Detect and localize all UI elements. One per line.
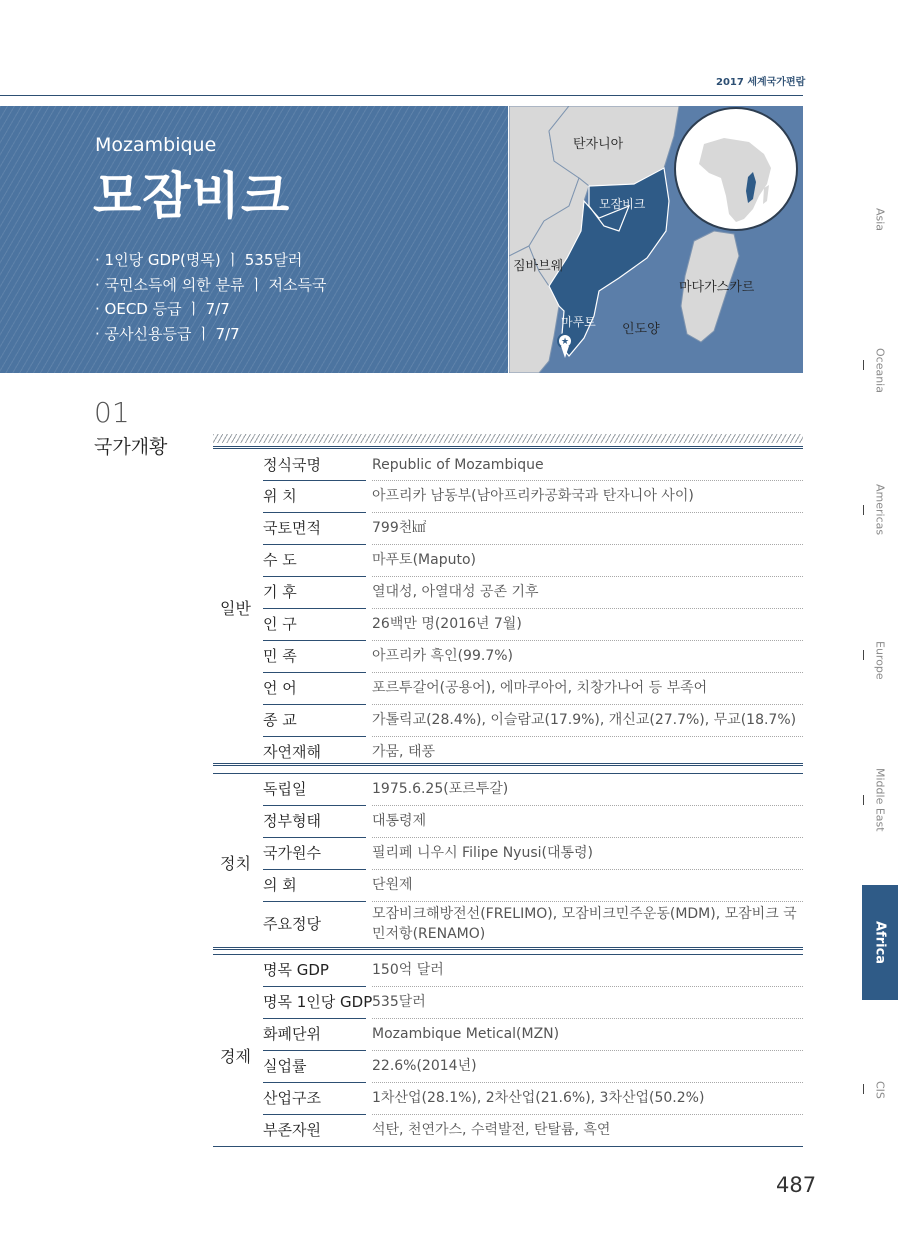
side-tab-europe[interactable] <box>862 620 898 700</box>
row-key: 자연재해 <box>263 743 321 761</box>
table-row <box>258 705 803 737</box>
row-key: 위 치 <box>263 481 366 513</box>
table-row <box>258 774 803 806</box>
row-key: 국가원수 <box>263 838 366 870</box>
row-value: 799천㎢ <box>372 513 803 545</box>
side-tab-label: Americas <box>873 484 887 536</box>
tab-tick <box>863 505 864 515</box>
table-row <box>258 577 803 609</box>
key-indicators <box>95 248 326 346</box>
table-row <box>258 673 803 705</box>
group-label-general: 일반 <box>220 599 251 618</box>
table-row <box>258 1019 803 1051</box>
row-value: Mozambique Metical(MZN) <box>372 1019 803 1051</box>
table-row <box>258 1083 803 1115</box>
row-value: 1차산업(28.1%), 2차산업(21.6%), 3차산업(50.2%) <box>372 1083 803 1115</box>
row-value: 22.6%(2014년) <box>372 1051 803 1083</box>
row-key: 주요정당 <box>263 915 321 933</box>
country-name-en: Mozambique <box>95 134 217 156</box>
side-tab-label: Europe <box>873 640 887 680</box>
table-row <box>258 838 803 870</box>
side-tab-oceania[interactable] <box>862 330 898 410</box>
table-row <box>258 450 803 481</box>
table-row <box>258 870 803 902</box>
book-title: 2017 세계국가편람 <box>716 77 806 88</box>
row-value: 535달러 <box>372 987 803 1019</box>
row-value: Republic of Mozambique <box>372 450 803 481</box>
group-top-rule <box>213 446 803 449</box>
row-key: 화폐단위 <box>263 1019 366 1051</box>
side-tab-label: Oceania <box>873 347 887 393</box>
side-tab-label: Middle East <box>873 768 887 832</box>
row-value: 대통령제 <box>372 806 803 838</box>
indicator-income-class: · 국민소득에 의한 분류 ㅣ 저소득국 <box>95 275 327 294</box>
row-value: 포르투갈어(공용어), 에마쿠아어, 치창가나어 등 부족어 <box>372 673 803 705</box>
row-key: 언 어 <box>263 673 366 705</box>
row-value: 아프리카 남동부(남아프리카공화국과 탄자니아 사이) <box>372 481 803 513</box>
map-label-indian-ocean: 인도양 <box>622 322 660 337</box>
indicator-oecd-grade: · OECD 등급 ㅣ 7/7 <box>95 300 230 318</box>
row-value: 26백만 명(2016년 7월) <box>372 609 803 641</box>
map-label-maputo: 마푸토 <box>561 315 596 329</box>
indicator-credit-grade: · 공사신용등급 ㅣ 7/7 <box>95 324 240 343</box>
table-row <box>258 481 803 513</box>
row-value: 열대성, 아열대성 공존 기후 <box>372 577 803 609</box>
row-value: 가뭄, 태풍 <box>372 744 435 760</box>
table-row <box>258 955 803 987</box>
row-value: 단원제 <box>372 870 803 902</box>
svg-text:★: ★ <box>560 337 570 347</box>
row-key: 민 족 <box>263 641 366 673</box>
table-row <box>258 545 803 577</box>
row-key: 산업구조 <box>263 1083 366 1115</box>
row-key: 명목 GDP <box>263 955 366 987</box>
table-row <box>258 806 803 838</box>
row-key: 정식국명 <box>263 450 366 481</box>
row-value: 150억 달러 <box>372 955 803 987</box>
row-value: 아프리카 흑인(99.7%) <box>372 641 803 673</box>
table-end-rule <box>213 1146 803 1147</box>
side-tab-cis[interactable] <box>862 1060 898 1120</box>
tab-tick <box>863 650 864 660</box>
tab-tick <box>863 1084 864 1094</box>
row-key: 부존자원 <box>263 1121 321 1139</box>
table-row <box>258 987 803 1019</box>
row-key: 종 교 <box>263 705 366 737</box>
row-key: 인 구 <box>263 609 366 641</box>
map-label-mozambique: 모잠비크 <box>599 197 646 211</box>
table-row <box>258 609 803 641</box>
location-map <box>509 106 803 373</box>
table-row <box>258 641 803 673</box>
row-value: 필리페 니우시 Filipe Nyusi(대통령) <box>372 838 803 870</box>
tab-tick <box>863 795 864 805</box>
indicator-gdp-per-capita: · 1인당 GDP(명목) ㅣ 535달러 <box>95 251 303 269</box>
header-rule <box>0 95 803 96</box>
side-tab-label: CIS <box>873 1081 887 1099</box>
country-name-ko: 모잠비크 <box>93 167 291 225</box>
row-value: 1975.6.25(포르투갈) <box>372 774 803 806</box>
map-label-zimbabwe: 짐바브웨 <box>513 259 564 274</box>
country-banner <box>0 106 508 373</box>
group-label-politics: 정치 <box>220 854 251 873</box>
page-number: 487 <box>776 1173 817 1197</box>
side-tab-asia[interactable] <box>862 180 898 260</box>
side-tab-africa[interactable] <box>862 885 898 1000</box>
row-key: 기 후 <box>263 577 366 609</box>
row-value: 가톨릭교(28.4%), 이슬람교(17.9%), 개신교(27.7%), 무교(18.7%) <box>372 705 803 737</box>
row-value: 마푸토(Maputo) <box>372 545 803 577</box>
tab-tick <box>863 360 864 370</box>
map-label-tanzania: 탄자니아 <box>573 137 624 152</box>
row-key: 의 회 <box>263 870 366 902</box>
row-value: 석탄, 천연가스, 수력발전, 탄탈륨, 흑연 <box>372 1122 611 1138</box>
section-title: 국가개황 <box>94 436 168 458</box>
side-tab-label: Africa <box>872 920 888 965</box>
row-key: 명목 1인당 GDP <box>263 987 366 1019</box>
group-label-economy: 경제 <box>220 1047 251 1066</box>
side-tab-americas[interactable] <box>862 470 898 550</box>
group-top-rule <box>213 947 803 950</box>
table-row <box>258 513 803 545</box>
section-hatch-bar <box>213 434 803 443</box>
row-key: 독립일 <box>263 774 366 806</box>
row-key: 수 도 <box>263 545 366 577</box>
row-value: 모잠비크해방전선(FRELIMO), 모잠비크민주운동(MDM), 모잠비크 국민저항(RENAMO) <box>372 906 797 942</box>
table-row <box>258 1051 803 1083</box>
row-key: 실업률 <box>263 1051 366 1083</box>
section-number: 01 <box>94 396 130 429</box>
table-row <box>258 902 803 947</box>
table-row <box>258 1115 803 1147</box>
side-tab-label: Asia <box>873 208 887 232</box>
row-key: 정부형태 <box>263 806 366 838</box>
group-top-rule <box>213 763 803 766</box>
row-key: 국토면적 <box>263 513 366 545</box>
side-tab-middle-east[interactable] <box>862 760 898 840</box>
map-label-madagascar: 마다가스카르 <box>679 280 755 295</box>
